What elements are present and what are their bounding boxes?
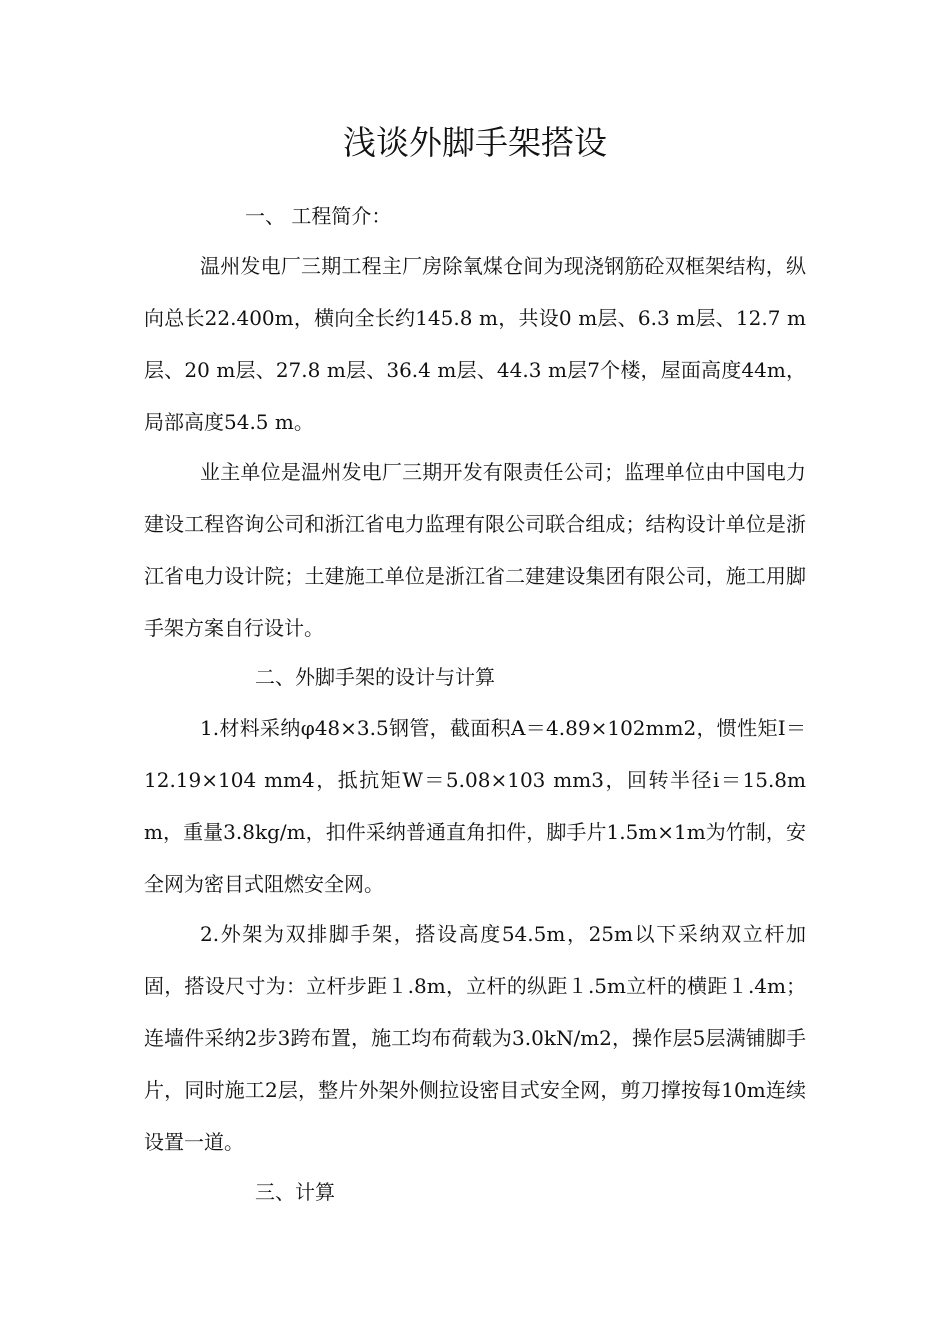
paragraph-materials: 1.材料采纳φ48×3.5钢管，截面积A＝4.89×102mm2，惯性矩I＝12.19×104 mm4，抵抗矩W＝5.08×103 mm3，回转半径i＝15.8mm，重量3.8kg/m，扣件采纳普通直角扣件，脚手片1.5m×1m为竹制，安全网为密目式阻燃安全网。 — [144, 716, 806, 896]
paragraph-project-units: 业主单位是温州发电厂三期开发有限责任公司；监理单位由中国电力建设工程咨询公司和浙江省电力监理有限公司联合组成；结构设计单位是浙江省电力设计院；土建施工单位是浙江省二建建设集团有限公司，施工用脚手架方案自行设计。 — [144, 460, 806, 640]
paragraph-project-overview: 温州发电厂三期工程主厂房除氧煤仓间为现浇钢筋砼双框架结构，纵向总长22.400m，横向全长约145.8 m，共设0 m层、6.3 m层、12.7 m层、20 m层、27.8 m层、36.4 m层、44.3 m层7个楼，屋面高度44m，局部高度54.5 m。 — [144, 254, 806, 434]
section-heading-calculation: 三、计算 — [255, 1180, 335, 1204]
paragraph-scaffold-spec: 2.外架为双排脚手架，搭设高度54.5m，25m以下采纳双立杆加固，搭设尺寸为：立杆步距１.8m，立杆的纵距１.5m立杆的横距１.4m；连墙件采纳2步3跨布置，施工均布荷载为3.0kN/m2，操作层5层满铺脚手片，同时施工2层，整片外架外侧拉设密目式安全网，剪刀撑按每10m连续设置一道。 — [144, 922, 806, 1154]
document-title: 浅谈外脚手架搭设 — [343, 123, 607, 162]
section-heading-overview: 一、 工程简介： — [245, 204, 392, 228]
section-heading-design: 二、外脚手架的设计与计算 — [255, 665, 495, 689]
